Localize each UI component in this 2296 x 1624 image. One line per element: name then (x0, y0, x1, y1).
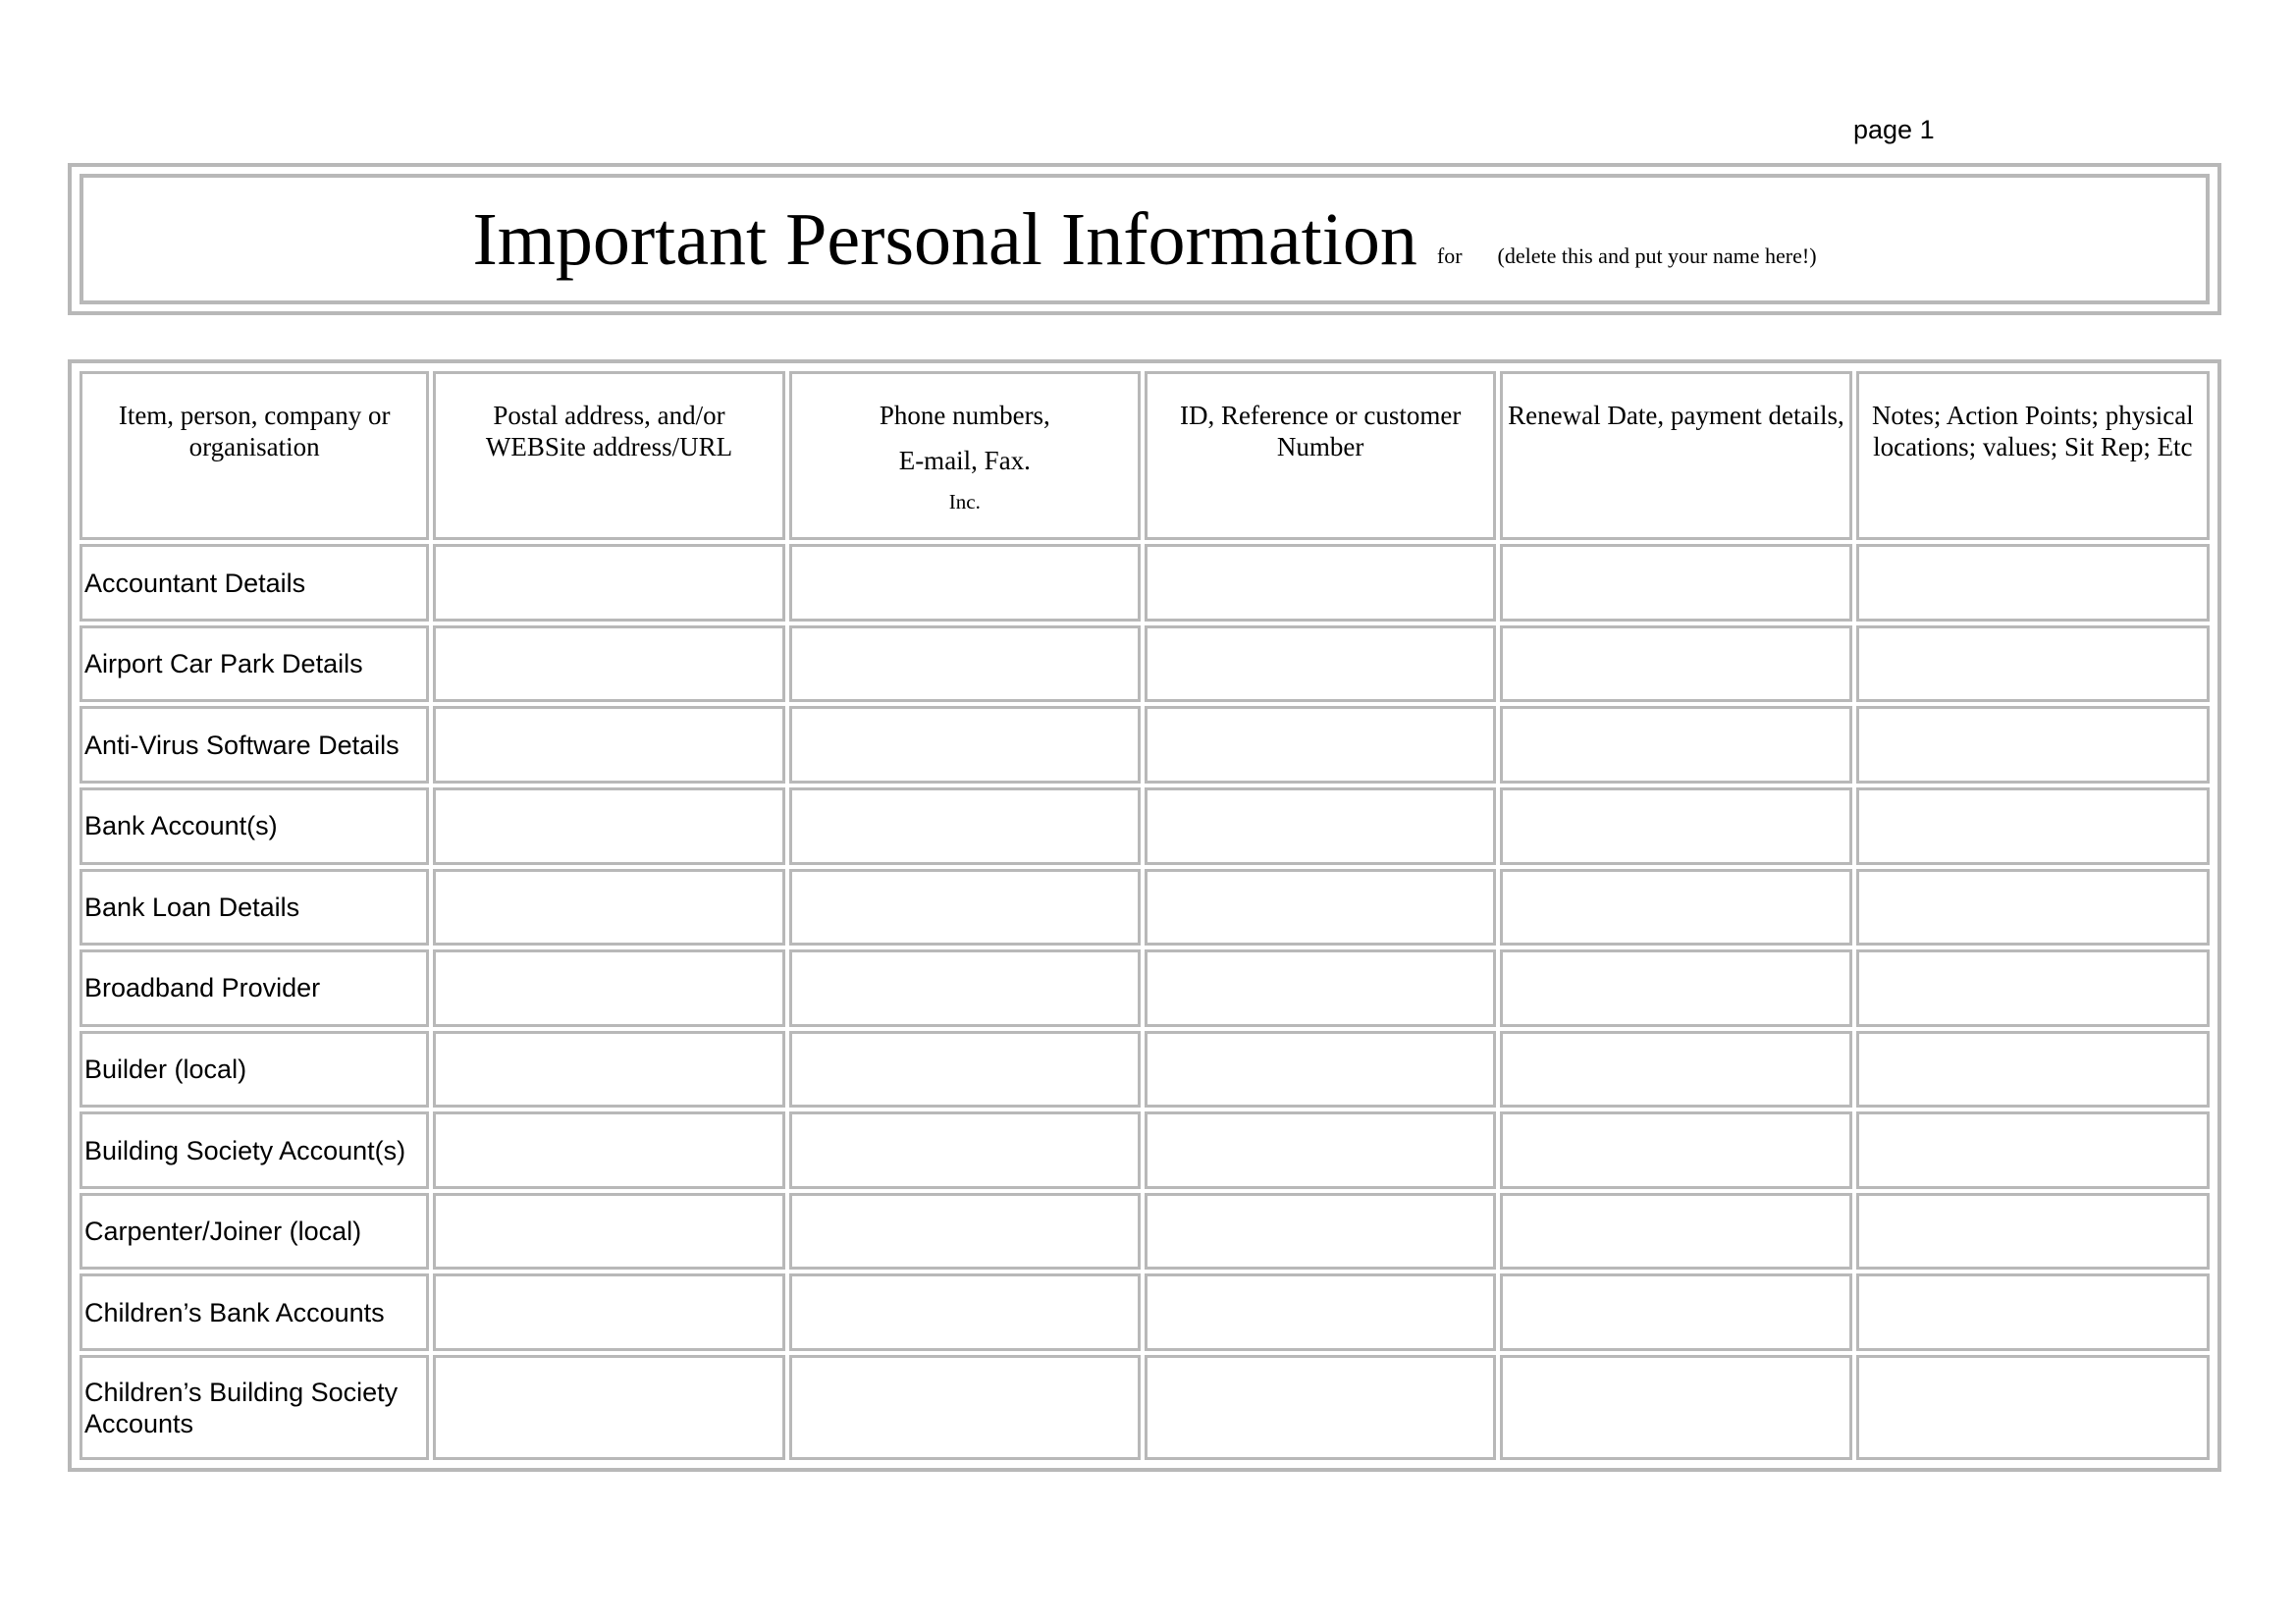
reference-cell[interactable] (1145, 544, 1496, 622)
item-cell: Children’s Building Society Accounts (80, 1355, 429, 1460)
notes-cell[interactable] (1856, 625, 2210, 703)
reference-cell[interactable] (1145, 949, 1496, 1027)
title-for-label: for (1436, 243, 1463, 268)
reference-cell[interactable] (1145, 625, 1496, 703)
notes-cell[interactable] (1856, 1031, 2210, 1109)
notes-cell[interactable] (1856, 1355, 2210, 1460)
address-cell[interactable] (433, 1031, 784, 1109)
header-renewal-text: Renewal Date, payment details, (1508, 401, 1844, 430)
item-cell: Children’s Bank Accounts (80, 1273, 429, 1351)
renewal-cell[interactable] (1500, 625, 1851, 703)
renewal-cell[interactable] (1500, 1273, 1851, 1351)
page-title: Important Personal Information (472, 197, 1417, 281)
header-phone-small: Inc. (948, 490, 981, 514)
address-cell[interactable] (433, 706, 784, 784)
reference-cell[interactable] (1145, 1031, 1496, 1109)
reference-cell[interactable] (1145, 1193, 1496, 1271)
header-reference (1145, 371, 1496, 540)
header-renewal (1500, 371, 1851, 540)
table-row (80, 1273, 2210, 1351)
item-cell: Builder (local) (80, 1031, 429, 1109)
notes-cell[interactable] (1856, 1193, 2210, 1271)
item-cell: Bank Account(s) (80, 787, 429, 865)
item-cell: Anti-Virus Software Details (80, 706, 429, 784)
renewal-cell[interactable] (1500, 1111, 1851, 1189)
phone-cell[interactable] (789, 1111, 1141, 1189)
table-row (80, 1355, 2210, 1460)
reference-cell[interactable] (1145, 706, 1496, 784)
renewal-cell[interactable] (1500, 787, 1851, 865)
item-cell: Airport Car Park Details (80, 625, 429, 703)
personal-info-table (76, 367, 2214, 1464)
address-cell[interactable] (433, 869, 784, 947)
reference-cell[interactable] (1145, 1273, 1496, 1351)
item-cell: Bank Loan Details (80, 869, 429, 947)
reference-cell[interactable] (1145, 1111, 1496, 1189)
address-cell[interactable] (433, 1111, 784, 1189)
reference-cell[interactable] (1145, 869, 1496, 947)
header-reference-text: ID, Reference or customer Number (1179, 401, 1462, 461)
phone-cell[interactable] (789, 625, 1141, 703)
header-notes (1856, 371, 2210, 540)
notes-cell[interactable] (1856, 869, 2210, 947)
renewal-cell[interactable] (1500, 706, 1851, 784)
address-cell[interactable] (433, 1273, 784, 1351)
address-cell[interactable] (433, 1193, 784, 1271)
phone-cell[interactable] (789, 1355, 1141, 1460)
table-row (80, 869, 2210, 947)
notes-cell[interactable] (1856, 949, 2210, 1027)
item-cell: Building Society Account(s) (80, 1111, 429, 1189)
table-row (80, 706, 2210, 784)
header-phone-subtext: E-mail, Fax. (898, 446, 1031, 475)
reference-cell[interactable] (1145, 787, 1496, 865)
reference-cell[interactable] (1145, 1355, 1496, 1460)
address-cell[interactable] (433, 787, 784, 865)
address-cell[interactable] (433, 1355, 784, 1460)
phone-cell[interactable] (789, 1193, 1141, 1271)
table-row (80, 949, 2210, 1027)
renewal-cell[interactable] (1500, 869, 1851, 947)
renewal-cell[interactable] (1500, 1355, 1851, 1460)
renewal-cell[interactable] (1500, 949, 1851, 1027)
renewal-cell[interactable] (1500, 1031, 1851, 1109)
header-address (433, 371, 784, 540)
item-cell: Accountant Details (80, 544, 429, 622)
table-row (80, 1111, 2210, 1189)
header-phone-text: Phone numbers, (879, 401, 1050, 430)
notes-cell[interactable] (1856, 787, 2210, 865)
header-row (80, 371, 2210, 540)
phone-cell[interactable] (789, 1273, 1141, 1351)
notes-cell[interactable] (1856, 706, 2210, 784)
address-cell[interactable] (433, 625, 784, 703)
phone-cell[interactable] (789, 869, 1141, 947)
header-phone (789, 371, 1141, 540)
table-row (80, 625, 2210, 703)
table-row (80, 1031, 2210, 1109)
address-cell[interactable] (433, 949, 784, 1027)
table-row (80, 787, 2210, 865)
header-item-text: Item, person, company or organisation (118, 401, 391, 461)
header-notes-text: Notes; Action Points; physical locations; values; Sit Rep; Etc (1871, 401, 2194, 461)
address-cell[interactable] (433, 544, 784, 622)
phone-cell[interactable] (789, 787, 1141, 865)
table-row (80, 544, 2210, 622)
notes-cell[interactable] (1856, 544, 2210, 622)
notes-cell[interactable] (1856, 1273, 2210, 1351)
page-number: page 1 (1853, 115, 1935, 144)
renewal-cell[interactable] (1500, 544, 1851, 622)
item-cell: Carpenter/Joiner (local) (80, 1193, 429, 1271)
phone-cell[interactable] (789, 1031, 1141, 1109)
owner-name-placeholder[interactable]: (delete this and put your name here!) (1497, 243, 1817, 268)
notes-cell[interactable] (1856, 1111, 2210, 1189)
renewal-cell[interactable] (1500, 1193, 1851, 1271)
title-line (80, 174, 2210, 304)
item-cell: Broadband Provider (80, 949, 429, 1027)
table-row (80, 1193, 2210, 1271)
phone-cell[interactable] (789, 706, 1141, 784)
phone-cell[interactable] (789, 949, 1141, 1027)
header-item (80, 371, 429, 540)
phone-cell[interactable] (789, 544, 1141, 622)
header-address-text: Postal address, and/or WEBSite address/URL (485, 401, 733, 461)
